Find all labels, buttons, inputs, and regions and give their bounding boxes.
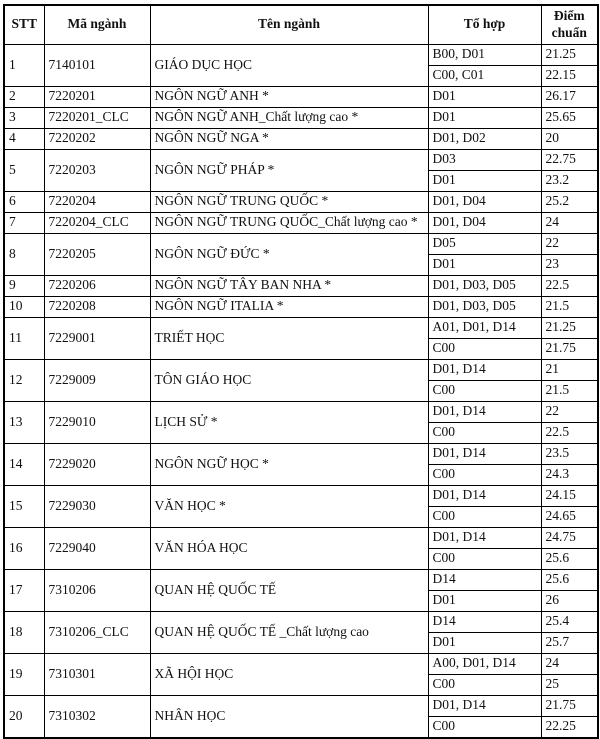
admission-scores-table — [3, 4, 599, 739]
table-row — [4, 44, 598, 65]
score-cell: 22.75 — [541, 149, 598, 170]
combo-cell: D01 — [428, 254, 541, 275]
stt-cell: 10 — [4, 296, 44, 317]
combo-cell: D03 — [428, 149, 541, 170]
table-row — [4, 107, 598, 128]
table-row — [4, 275, 598, 296]
table-row — [4, 296, 598, 317]
name-cell: LỊCH SỬ * — [150, 401, 428, 443]
combo-cell: D01 — [428, 107, 541, 128]
combo-cell: C00 — [428, 422, 541, 443]
combo-cell: C00 — [428, 338, 541, 359]
score-cell: 25.65 — [541, 107, 598, 128]
combo-cell: C00 — [428, 716, 541, 738]
table-row — [4, 443, 598, 464]
score-cell: 22.25 — [541, 716, 598, 738]
name-cell: QUAN HỆ QUỐC TẾ _Chất lượng cao — [150, 611, 428, 653]
score-cell: 20 — [541, 128, 598, 149]
stt-cell: 8 — [4, 233, 44, 275]
combo-cell: D14 — [428, 569, 541, 590]
score-cell: 21.5 — [541, 380, 598, 401]
stt-cell: 5 — [4, 149, 44, 191]
header-combo: Tổ hợp — [428, 5, 541, 44]
table-body — [4, 44, 598, 738]
combo-cell: D01, D14 — [428, 485, 541, 506]
score-cell: 26.17 — [541, 86, 598, 107]
table-row — [4, 317, 598, 338]
score-cell: 24.65 — [541, 506, 598, 527]
name-cell: VĂN HỌC * — [150, 485, 428, 527]
header-stt: STT — [4, 5, 44, 44]
stt-cell: 20 — [4, 695, 44, 738]
combo-cell: B00, D01 — [428, 44, 541, 65]
stt-cell: 3 — [4, 107, 44, 128]
score-cell: 25.2 — [541, 191, 598, 212]
combo-cell: D01, D03, D05 — [428, 296, 541, 317]
combo-cell: D01 — [428, 170, 541, 191]
table-row — [4, 233, 598, 254]
code-cell: 7220206 — [44, 275, 150, 296]
stt-cell: 16 — [4, 527, 44, 569]
code-cell: 7310206_CLC — [44, 611, 150, 653]
code-cell: 7220208 — [44, 296, 150, 317]
stt-cell: 6 — [4, 191, 44, 212]
combo-cell: D01, D14 — [428, 443, 541, 464]
code-cell: 7140101 — [44, 44, 150, 86]
score-cell: 25.6 — [541, 548, 598, 569]
score-cell: 24 — [541, 653, 598, 674]
score-cell: 22.15 — [541, 65, 598, 86]
code-cell: 7310302 — [44, 695, 150, 738]
name-cell: NGÔN NGỮ TRUNG QUỐC_Chất lượng cao * — [150, 212, 428, 233]
table-row — [4, 359, 598, 380]
score-cell: 21.75 — [541, 338, 598, 359]
code-cell: 7229010 — [44, 401, 150, 443]
stt-cell: 15 — [4, 485, 44, 527]
combo-cell: C00 — [428, 506, 541, 527]
score-cell: 25.7 — [541, 632, 598, 653]
combo-cell: A00, D01, D14 — [428, 653, 541, 674]
code-cell: 7220205 — [44, 233, 150, 275]
score-cell: 24 — [541, 212, 598, 233]
combo-cell: D01, D14 — [428, 359, 541, 380]
name-cell: GIÁO DỤC HỌC — [150, 44, 428, 86]
combo-cell: D14 — [428, 611, 541, 632]
table-row — [4, 485, 598, 506]
table-row — [4, 695, 598, 716]
name-cell: NGÔN NGỮ NGA * — [150, 128, 428, 149]
name-cell: TÔN GIÁO HỌC — [150, 359, 428, 401]
combo-cell: D01 — [428, 86, 541, 107]
score-cell: 22 — [541, 233, 598, 254]
stt-cell: 4 — [4, 128, 44, 149]
score-cell: 26 — [541, 590, 598, 611]
combo-cell: C00, C01 — [428, 65, 541, 86]
code-cell: 7220201_CLC — [44, 107, 150, 128]
table-row — [4, 149, 598, 170]
score-cell: 23.2 — [541, 170, 598, 191]
code-cell: 7229040 — [44, 527, 150, 569]
table-row — [4, 212, 598, 233]
name-cell: VĂN HÓA HỌC — [150, 527, 428, 569]
stt-cell: 12 — [4, 359, 44, 401]
name-cell: NGÔN NGỮ TRUNG QUỐC * — [150, 191, 428, 212]
score-cell: 25.6 — [541, 569, 598, 590]
stt-cell: 18 — [4, 611, 44, 653]
table-row — [4, 191, 598, 212]
combo-cell: D01, D14 — [428, 401, 541, 422]
score-cell: 21.25 — [541, 317, 598, 338]
table-row — [4, 527, 598, 548]
code-cell: 7220202 — [44, 128, 150, 149]
combo-cell: D01, D04 — [428, 191, 541, 212]
code-cell: 7220204 — [44, 191, 150, 212]
table-row — [4, 569, 598, 590]
score-cell: 22.5 — [541, 422, 598, 443]
combo-cell: A01, D01, D14 — [428, 317, 541, 338]
combo-cell: D01, D14 — [428, 527, 541, 548]
combo-cell: D01, D04 — [428, 212, 541, 233]
score-cell: 24.15 — [541, 485, 598, 506]
table-row — [4, 611, 598, 632]
name-cell: NGÔN NGỮ ĐỨC * — [150, 233, 428, 275]
stt-cell: 7 — [4, 212, 44, 233]
score-cell: 25.4 — [541, 611, 598, 632]
combo-cell: C00 — [428, 464, 541, 485]
score-cell: 24.75 — [541, 527, 598, 548]
combo-cell: D01, D02 — [428, 128, 541, 149]
code-cell: 7220204_CLC — [44, 212, 150, 233]
score-cell: 21.25 — [541, 44, 598, 65]
stt-cell: 14 — [4, 443, 44, 485]
name-cell: NHÂN HỌC — [150, 695, 428, 738]
code-cell: 7229001 — [44, 317, 150, 359]
score-cell: 21.5 — [541, 296, 598, 317]
code-cell: 7220203 — [44, 149, 150, 191]
score-cell: 22 — [541, 401, 598, 422]
name-cell: TRIẾT HỌC — [150, 317, 428, 359]
stt-cell: 9 — [4, 275, 44, 296]
code-cell: 7310301 — [44, 653, 150, 695]
code-cell: 7310206 — [44, 569, 150, 611]
header-name: Tên ngành — [150, 5, 428, 44]
header-code: Mã ngành — [44, 5, 150, 44]
score-cell: 21.75 — [541, 695, 598, 716]
name-cell: NGÔN NGỮ HỌC * — [150, 443, 428, 485]
name-cell: NGÔN NGỮ PHÁP * — [150, 149, 428, 191]
name-cell: NGÔN NGỮ ANH * — [150, 86, 428, 107]
stt-cell: 1 — [4, 44, 44, 86]
score-cell: 24.3 — [541, 464, 598, 485]
combo-cell: C00 — [428, 674, 541, 695]
table-row — [4, 86, 598, 107]
name-cell: QUAN HỆ QUỐC TẾ — [150, 569, 428, 611]
code-cell: 7229020 — [44, 443, 150, 485]
name-cell: NGÔN NGỮ ANH_Chất lượng cao * — [150, 107, 428, 128]
table-row — [4, 128, 598, 149]
combo-cell: C00 — [428, 380, 541, 401]
score-cell: 23 — [541, 254, 598, 275]
combo-cell: D01, D14 — [428, 695, 541, 716]
stt-cell: 11 — [4, 317, 44, 359]
combo-cell: D01 — [428, 590, 541, 611]
stt-cell: 19 — [4, 653, 44, 695]
combo-cell: D01 — [428, 632, 541, 653]
name-cell: NGÔN NGỮ TÂY BAN NHA * — [150, 275, 428, 296]
combo-cell: C00 — [428, 548, 541, 569]
table-row — [4, 401, 598, 422]
name-cell: NGÔN NGỮ ITALIA * — [150, 296, 428, 317]
combo-cell: D01, D03, D05 — [428, 275, 541, 296]
header-score: Điểm chuẩn — [541, 5, 598, 44]
stt-cell: 17 — [4, 569, 44, 611]
code-cell: 7220201 — [44, 86, 150, 107]
code-cell: 7229030 — [44, 485, 150, 527]
score-cell: 22.5 — [541, 275, 598, 296]
code-cell: 7229009 — [44, 359, 150, 401]
combo-cell: D05 — [428, 233, 541, 254]
stt-cell: 2 — [4, 86, 44, 107]
table-row — [4, 653, 598, 674]
name-cell: XÃ HỘI HỌC — [150, 653, 428, 695]
score-cell: 21 — [541, 359, 598, 380]
score-cell: 23.5 — [541, 443, 598, 464]
score-cell: 25 — [541, 674, 598, 695]
stt-cell: 13 — [4, 401, 44, 443]
table-header-row — [4, 5, 598, 44]
